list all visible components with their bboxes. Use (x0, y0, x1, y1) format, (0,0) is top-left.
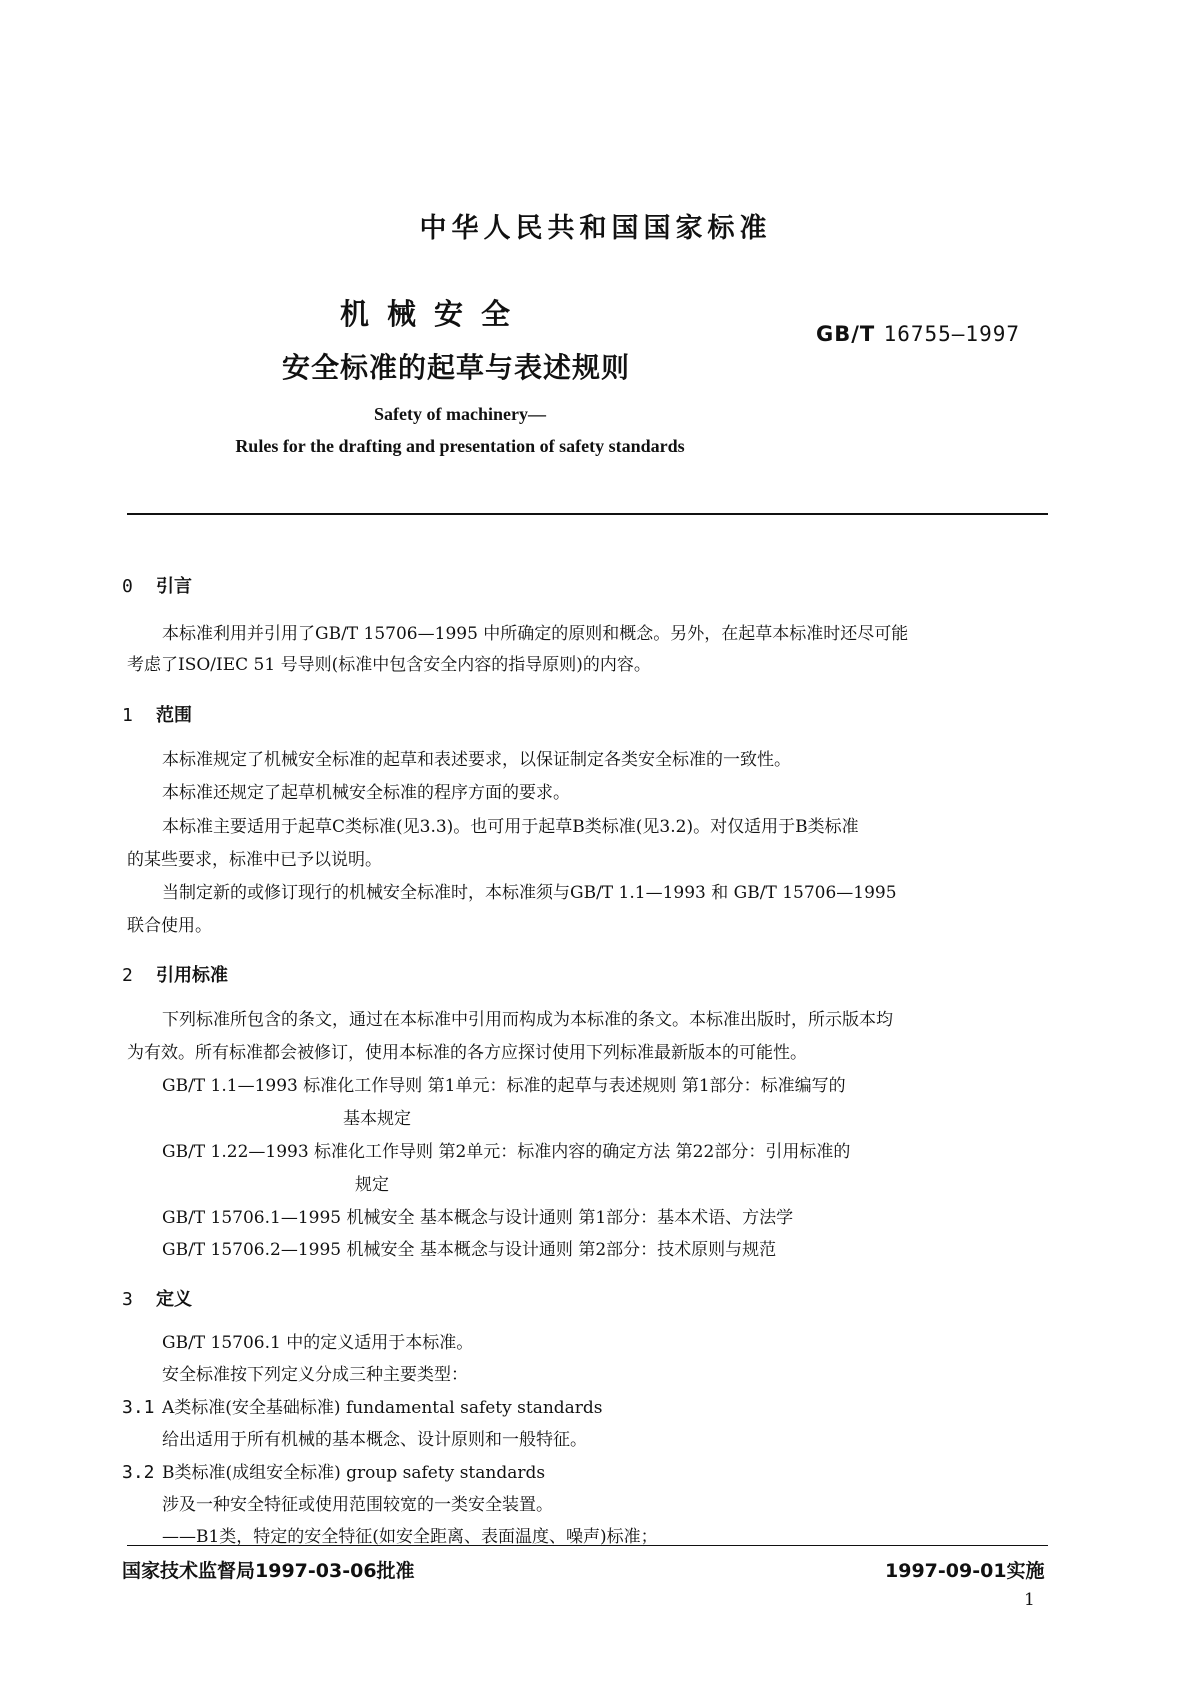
reference-1-line-1: GB/T 1.1—1993 标准化工作导则 第1单元：标准的起草与表述规则 第1部分：标准编写的 (162, 1076, 846, 1096)
section-2-heading (122, 961, 228, 987)
reference-2-line-1: GB/T 1.22—1993 标准化工作导则 第2单元：标准内容的确定方法 第22部分：引用标准的 (162, 1142, 851, 1162)
section-1-paragraph-4-line-2: 联合使用。 (127, 916, 212, 936)
subsection-title: A类标准(安全基础标准) fundamental safety standards (162, 1398, 603, 1418)
reference-3: GB/T 15706.1—1995 机械安全 基本概念与设计通则 第1部分：基本术语、方法学 (162, 1208, 794, 1228)
footer-divider (127, 1545, 1048, 1546)
section-2-paragraph-line-1: 下列标准所包含的条文，通过在本标准中引用而构成为本标准的条文。本标准出版时，所示版本均 (162, 1010, 893, 1030)
section-0-paragraph-line-2: 考虑了ISO/IEC 51 号导则(标准中包含安全内容的指导原则)的内容。 (127, 655, 651, 675)
implementation-date: 1997-09-01实施 (885, 1560, 1045, 1582)
section-number: 2 (122, 965, 133, 986)
subsection-title: B类标准(成组安全标准) group safety standards (162, 1463, 546, 1483)
section-1-paragraph-3-line-2: 的某些要求，标准中已予以说明。 (127, 850, 382, 870)
subsection-3-1-body: 给出适用于所有机械的基本概念、设计原则和一般特征。 (162, 1430, 587, 1450)
subsection-3-1-heading (122, 1393, 603, 1418)
page-number: 1 (1024, 1590, 1035, 1610)
header-divider (127, 513, 1048, 515)
section-title: 引言 (156, 576, 192, 597)
section-3-paragraph-1: GB/T 15706.1 中的定义适用于本标准。 (162, 1333, 474, 1353)
section-1-paragraph-4-line-1: 当制定新的或修订现行的机械安全标准时，本标准须与GB/T 1.1—1993 和 GB/T 15706—1995 (162, 883, 897, 903)
section-0-heading (122, 572, 192, 598)
section-title: 引用标准 (156, 965, 228, 986)
section-1-heading (122, 701, 192, 727)
standard-number (816, 322, 1020, 346)
english-title-line-1: Safety of machinery— (374, 404, 546, 424)
standard-number-prefix: GB/T (816, 322, 876, 346)
subsection-number: 3.1 (122, 1397, 155, 1418)
standard-number-value: 16755—1997 (883, 322, 1020, 346)
title-line-1: 机械安全 (340, 297, 529, 331)
section-0-paragraph-line-1: 本标准利用并引用了GB/T 15706—1995 中所确定的原则和概念。另外，在起草本标准时还尽可能 (162, 624, 909, 644)
reference-2-line-2: 规定 (355, 1175, 389, 1195)
section-number: 0 (122, 576, 133, 597)
section-1-paragraph-3-line-1: 本标准主要适用于起草C类标准(见3.3)。也可用于起草B类标准(见3.2)。对仅适用于B类标准 (162, 817, 859, 837)
section-number: 1 (122, 705, 133, 726)
section-1-paragraph-1: 本标准规定了机械安全标准的起草和表述要求，以保证制定各类安全标准的一致性。 (162, 750, 791, 770)
section-2-paragraph-line-2: 为有效。所有标准都会被修订，使用本标准的各方应探讨使用下列标准最新版本的可能性。 (127, 1043, 807, 1063)
reference-1-line-2: 基本规定 (343, 1109, 411, 1129)
english-title-line-2: Rules for the drafting and presentation of safety standards (235, 436, 685, 456)
country-standard-heading: 中华人民共和国国家标准 (419, 213, 772, 244)
reference-4: GB/T 15706.2—1995 机械安全 基本概念与设计通则 第2部分：技术原则与规范 (162, 1240, 777, 1260)
section-1-paragraph-2: 本标准还规定了起草机械安全标准的程序方面的要求。 (162, 783, 570, 803)
subsection-3-2-heading (122, 1458, 545, 1483)
approval-date: 国家技术监督局1997-03-06批准 (122, 1560, 415, 1582)
section-title: 范围 (156, 705, 192, 726)
section-3-paragraph-2: 安全标准按下列定义分成三种主要类型： (162, 1365, 468, 1385)
subsection-number: 3.2 (122, 1462, 155, 1483)
subsection-3-2-item-b1: ——B1类，特定的安全特征(如安全距离、表面温度、噪声)标准； (162, 1527, 658, 1547)
title-line-2: 安全标准的起草与表述规则 (282, 351, 631, 384)
section-3-heading (122, 1285, 192, 1311)
section-title: 定义 (156, 1289, 192, 1310)
subsection-3-2-body: 涉及一种安全特征或使用范围较宽的一类安全装置。 (162, 1495, 553, 1515)
section-number: 3 (122, 1289, 133, 1310)
